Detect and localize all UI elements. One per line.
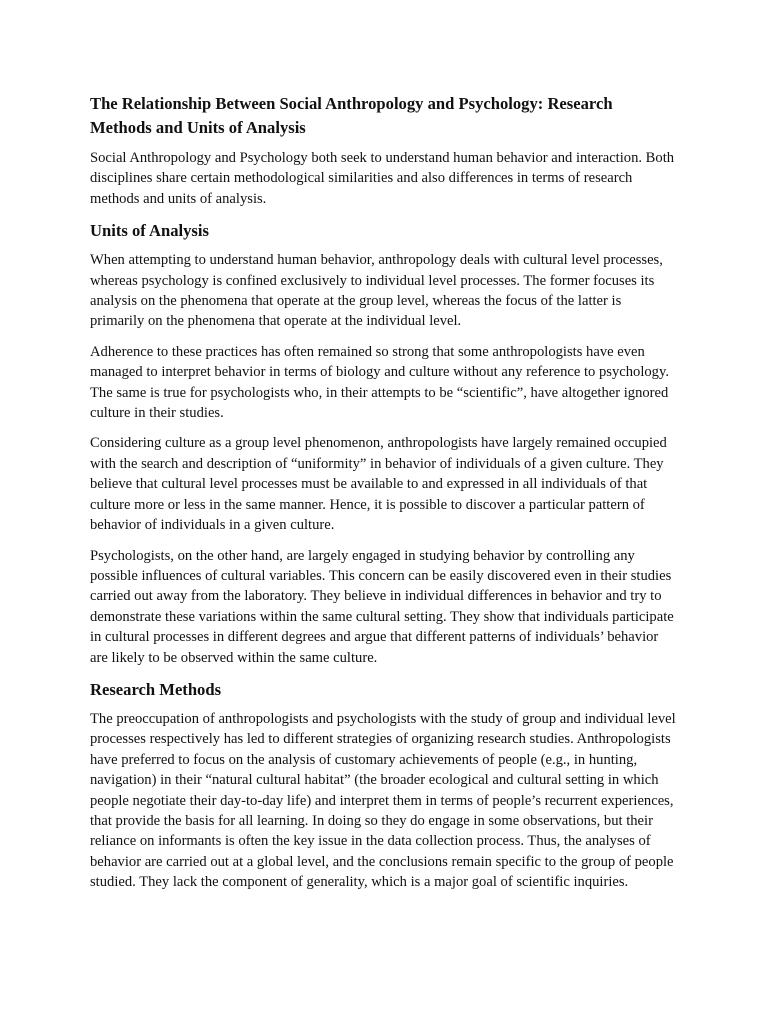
intro-paragraph: Social Anthropology and Psychology both seek to understand human behavior and interaction. Both disciplines share certain methodological similarities and also differences in terms of research methods and units of analysis. <box>90 150 675 207</box>
paragraph: Psychologists, on the other hand, are largely engaged in studying behavior by controlling any possible influences of cultural variables. This concern can be easily discovered even in their studies carried out away from the laboratory. They believe in individual differences in behavior and try to demonstrate these variations within the same cultural setting. They show that individuals participate in cultural processes in different degrees and argue that different patterns of individuals’ behavior are likely to be observed within the same culture. <box>90 547 674 666</box>
section-heading-research-methods: Research Methods <box>90 679 222 699</box>
paragraph: The preoccupation of anthropologists and psychologists with the study of group and individual level processes respectively has led to different strategies of organizing research studies. Anthropologists have preferred to focus on the analysis of customary achievements of people (e.g., in hunting, navigation) in their “natural cultural habitat” (the broader ecological and cultural setting in which people negotiate their day-to-day life) and interpret them in terms of people’s recurrent experiences, that provide the basis for all learning. In doing so they do engage in some observations, but their reliance on informants is often the key issue in the data collection process. Thus, the analyses of behavior are carried out at a global level, and the conclusions remain specific to the group of people studied. They lack the component of generality, which is a major goal of scientific inquiries. <box>90 710 676 891</box>
section-heading-units-of-analysis: Units of Analysis <box>90 221 209 241</box>
paragraph: Adherence to these practices has often remained so strong that some anthropologists have even managed to interpret behavior in terms of biology and culture without any reference to psychology. The same is true for psychologists who, in their attempts to be “scientific”, have altogether ignored culture in their studies. <box>90 343 669 422</box>
paragraph: Considering culture as a group level phenomenon, anthropologists have largely remained occupied with the search and description of “uniformity” in behavior of individuals of a given culture. They believe that cultural level processes must be available to and expressed in all individuals of that culture more or less in the same manner. Hence, it is possible to discover a particular pattern of behavior of individuals in a given culture. <box>90 435 667 534</box>
document-title: The Relationship Between Social Anthropology and Psychology: Research Methods and Units of Analysis <box>90 94 613 137</box>
paragraph: When attempting to understand human behavior, anthropology deals with cultural level processes, whereas psychology is confined exclusively to individual level processes. The former focuses its analysis on the phenomena that operate at the group level, whereas the focus of the latter is primarily on the phenomena that operate at the individual level. <box>90 252 663 330</box>
